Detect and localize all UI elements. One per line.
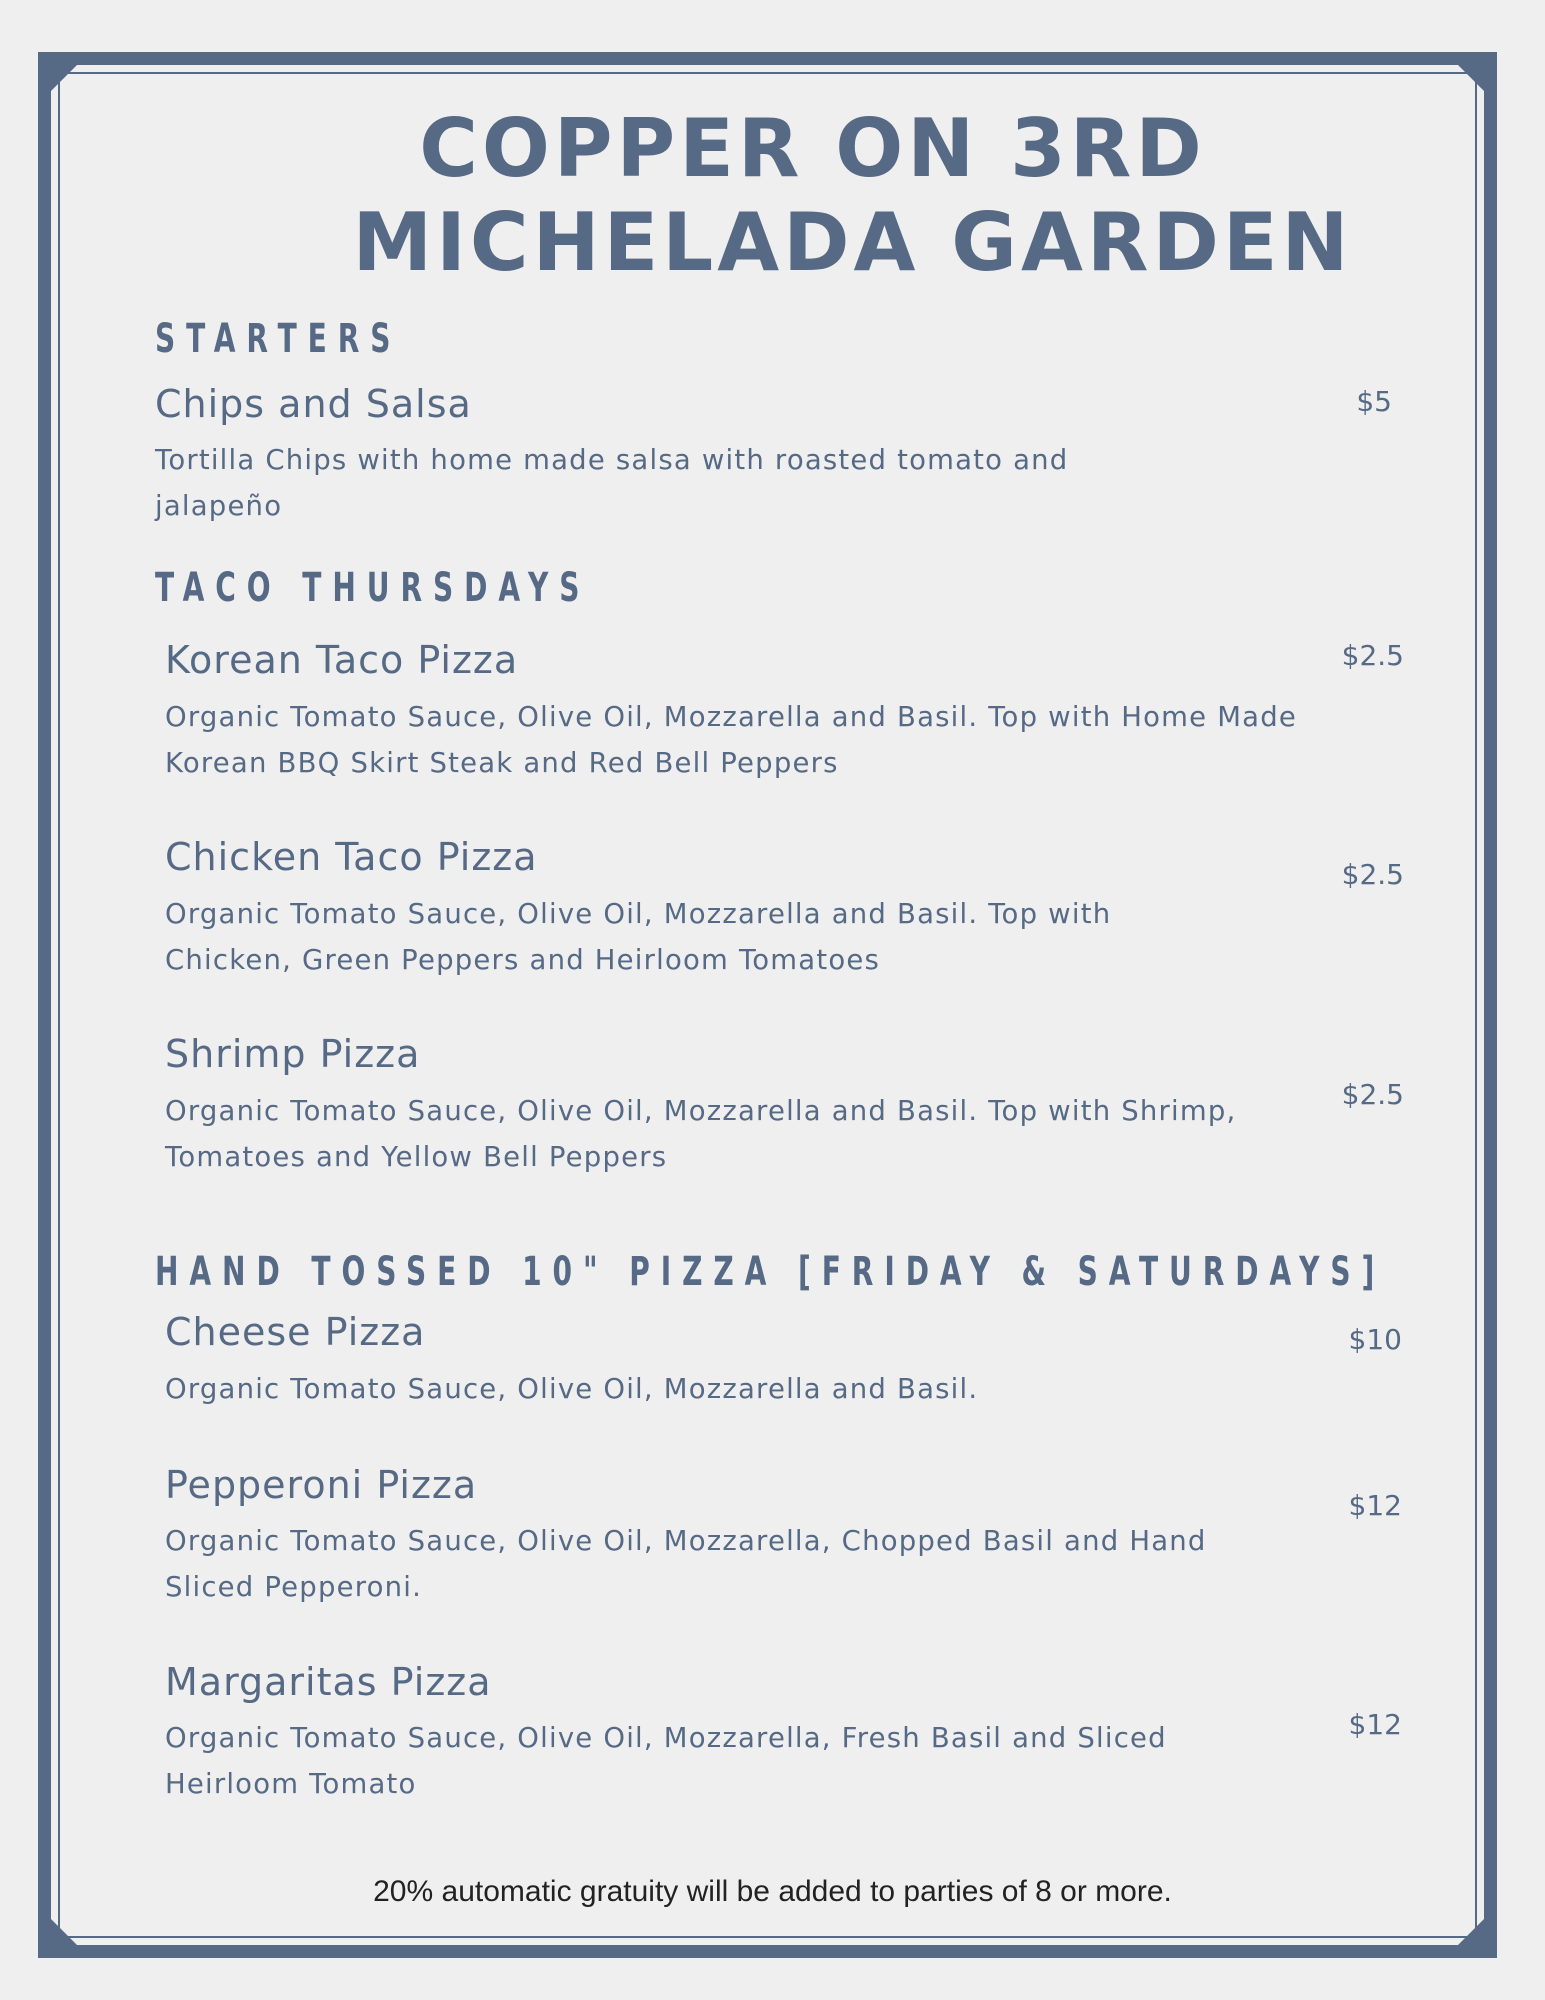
menu-item-description: Organic Tomato Sauce, Olive Oil, Mozzarella and Basil. Top with Home Made Korean BBQ Skirt Steak and Red Bell Peppers [165,701,1297,779]
corner-ornament-bottom-right [1445,1906,1497,1958]
menu-item-description: Organic Tomato Sauce, Olive Oil, Mozzarella, Fresh Basil and Sliced Heirloom Tomato [165,1722,1167,1800]
menu-item-description: Organic Tomato Sauce, Olive Oil, Mozzarella, Chopped Basil and Hand Sliced Pepperoni. [165,1525,1207,1603]
restaurant-subtitle: MICHELADA GARDEN [352,196,1353,289]
restaurant-title: COPPER ON 3RD [419,102,1206,195]
menu-item-name: Cheese Pizza [165,1310,426,1354]
menu-item-price: $5 [1356,385,1392,418]
section-heading-starters: STARTERS [155,316,402,362]
menu-item-price: $10 [1348,1323,1402,1356]
gratuity-notice: 20% automatic gratuity will be added to parties of 8 or more. [373,1875,1172,1908]
menu-item-description: Organic Tomato Sauce, Olive Oil, Mozzarella and Basil. Top with Chicken, Green Peppers and Heirloom Tomatoes [165,898,1112,976]
menu-item-price: $12 [1348,1489,1402,1522]
menu-item-description: Organic Tomato Sauce, Olive Oil, Mozzarella and Basil. Top with Shrimp, Tomatoes and Yellow Bell Peppers [165,1095,1237,1173]
corner-ornament-top-left [38,52,90,104]
menu-item-name: Margaritas Pizza [165,1660,492,1704]
section-heading-hand-tossed-pizza: HAND TOSSED 10" PIZZA [FRIDAY & SATURDAYS] [155,1249,1386,1295]
menu-item-price: $2.5 [1341,1078,1404,1111]
section-heading-taco-thursdays: TACO THURSDAYS [155,565,591,611]
corner-ornament-top-right [1445,52,1497,104]
menu-item-price: $2.5 [1341,858,1404,891]
menu-item-description: Tortilla Chips with home made salsa with roasted tomato and jalapeño [155,444,1069,522]
menu-item-name: Shrimp Pizza [165,1032,421,1076]
menu-item-name: Korean Taco Pizza [165,638,519,682]
menu-item-name: Chicken Taco Pizza [165,835,538,879]
menu-item-price: $12 [1348,1708,1402,1741]
menu-item-description: Organic Tomato Sauce, Olive Oil, Mozzarella and Basil. [165,1373,979,1405]
menu-item-name: Pepperoni Pizza [165,1463,478,1507]
menu-item-price: $2.5 [1341,639,1404,672]
corner-ornament-bottom-left [38,1906,90,1958]
menu-item-name: Chips and Salsa [155,382,472,426]
